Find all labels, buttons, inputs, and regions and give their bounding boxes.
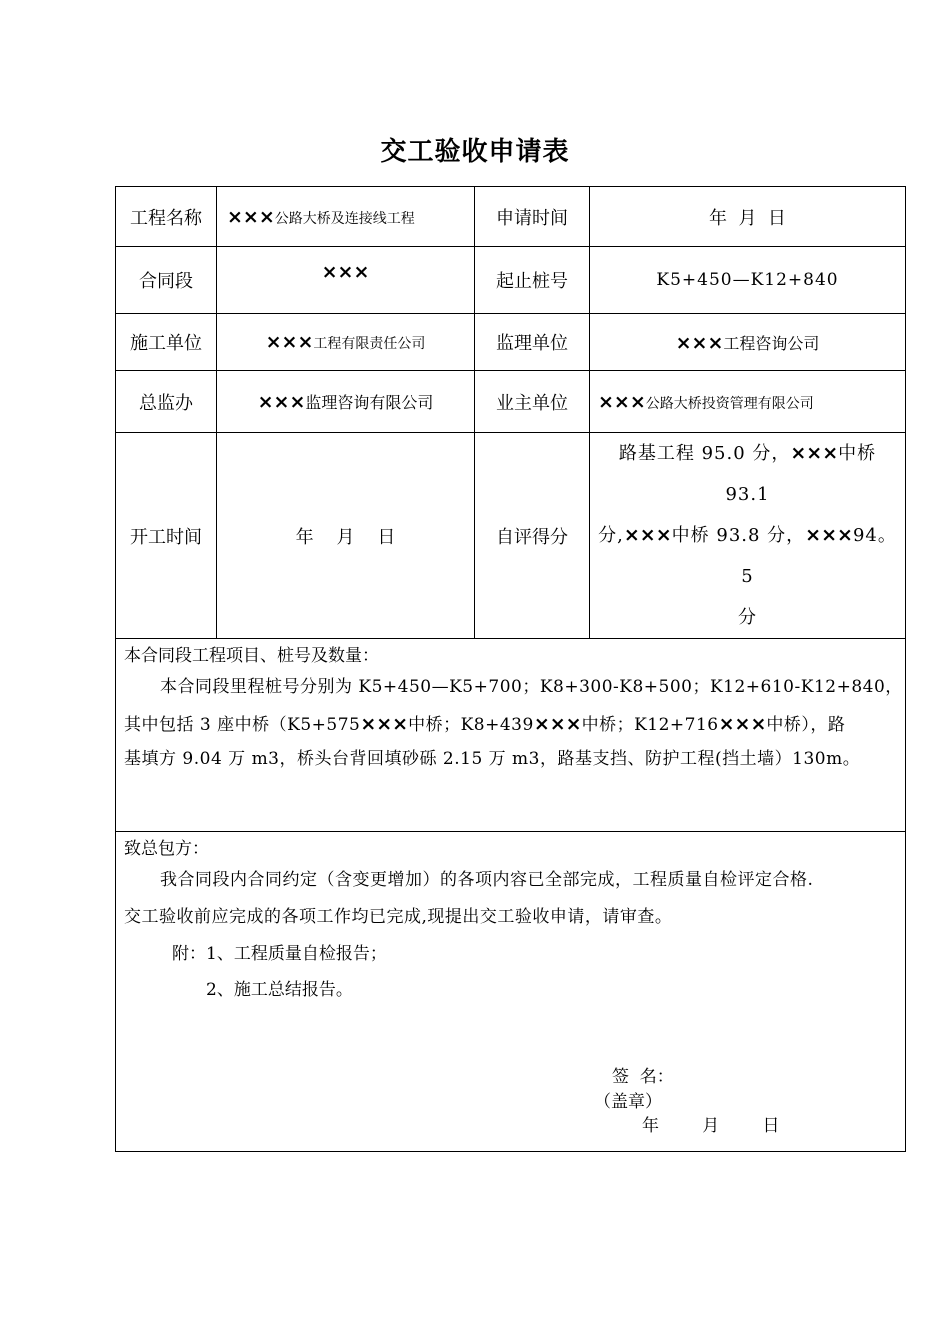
signature-date: 年 月 日 [642,1116,780,1136]
form-row-chief [116,371,906,433]
letter-section [116,832,906,1152]
redacted-mark: ××× [321,261,370,283]
seal-label: （盖章） [594,1092,662,1112]
owner-label: 业主单位 [475,371,590,433]
form-row-start [116,433,906,639]
redacted-mark: ××× [598,390,646,413]
contract-label: 合同段 [116,247,217,314]
scope-paragraph-2: 其中包括 3 座中桥（K5+575×××中桥；K8+439×××中桥；K12+716×××中桥），路 [124,713,846,735]
chief-supervision-label: 总监办 [116,371,217,433]
redacted-mark: ××× [265,331,314,353]
scope-heading: 本合同段工程项目、桩号及数量： [124,646,379,666]
scope-paragraph-1: 本合同段里程桩号分别为 K5+450—K5+700；K8+300-K8+500；K12+610-K12+840， [160,677,903,697]
start-time-label: 开工时间 [116,433,217,639]
contract-value [217,247,475,314]
stake-value: K5+450—K12+840 [590,247,906,314]
self-eval-value: 路基工程 95.0 分，×××中桥 93.1 分,×××中桥 93.8 分，×××94。5 分 [590,433,906,639]
construction-unit-label: 施工单位 [116,314,217,371]
letter-heading: 致总包方： [124,839,209,859]
attachment-item-2: 2、施工总结报告。 [206,980,353,1000]
form-title: 交工验收申请表 [380,137,570,167]
attachment-item-1: 附：1、工程质量自检报告； [172,944,387,964]
redacted-mark: ××× [805,524,853,546]
project-name-label: 工程名称 [116,187,217,247]
apply-time-label: 申请时间 [475,187,590,247]
signature-area [124,1008,897,1138]
form-row-contract [116,247,906,314]
redacted-mark: ××× [533,713,582,735]
self-eval-label: 自评得分 [475,433,590,639]
supervision-unit-label: 监理单位 [475,314,590,371]
supervision-unit-value: ×××工程咨询公司 [590,314,906,371]
redacted-mark: ××× [360,713,409,735]
project-name-value: ×××公路大桥及连接线工程 [217,187,475,247]
letter-paragraph-1: 我合同段内合同约定（含变更增加）的各项内容已全部完成，工程质量自检评定合格. [160,870,814,890]
chief-supervision-value: ×××监理咨询有限公司 [217,371,475,433]
redacted-mark: ××× [675,331,724,354]
start-time-value: 年 月 日 [217,433,475,639]
scope-paragraph-3: 基填方 9.04 万 m3，桥头台背回填砂砾 2.15 万 m3，路基支挡、防护工程(挡土墙）130m。 [124,749,861,769]
construction-unit-value: ×××工程有限责任公司 [217,314,475,371]
apply-time-value: 年 月 日 [590,187,906,247]
acceptance-form-table [115,186,906,1152]
redacted-mark: ××× [227,205,275,228]
redacted-mark: ××× [257,391,306,413]
owner-value: ×××公路大桥投资管理有限公司 [590,371,906,433]
signature-label: 签 名： [612,1067,674,1087]
scope-section [116,639,906,832]
redacted-mark: ××× [718,713,767,735]
letter-paragraph-2: 交工验收前应完成的各项工作均已完成,现提出交工验收申请，请审查。 [124,907,673,927]
redacted-mark: ××× [623,524,672,546]
form-row-construction [116,314,906,371]
stake-label: 起止桩号 [475,247,590,314]
redacted-mark: ××× [790,442,839,464]
form-row-project [116,187,906,247]
